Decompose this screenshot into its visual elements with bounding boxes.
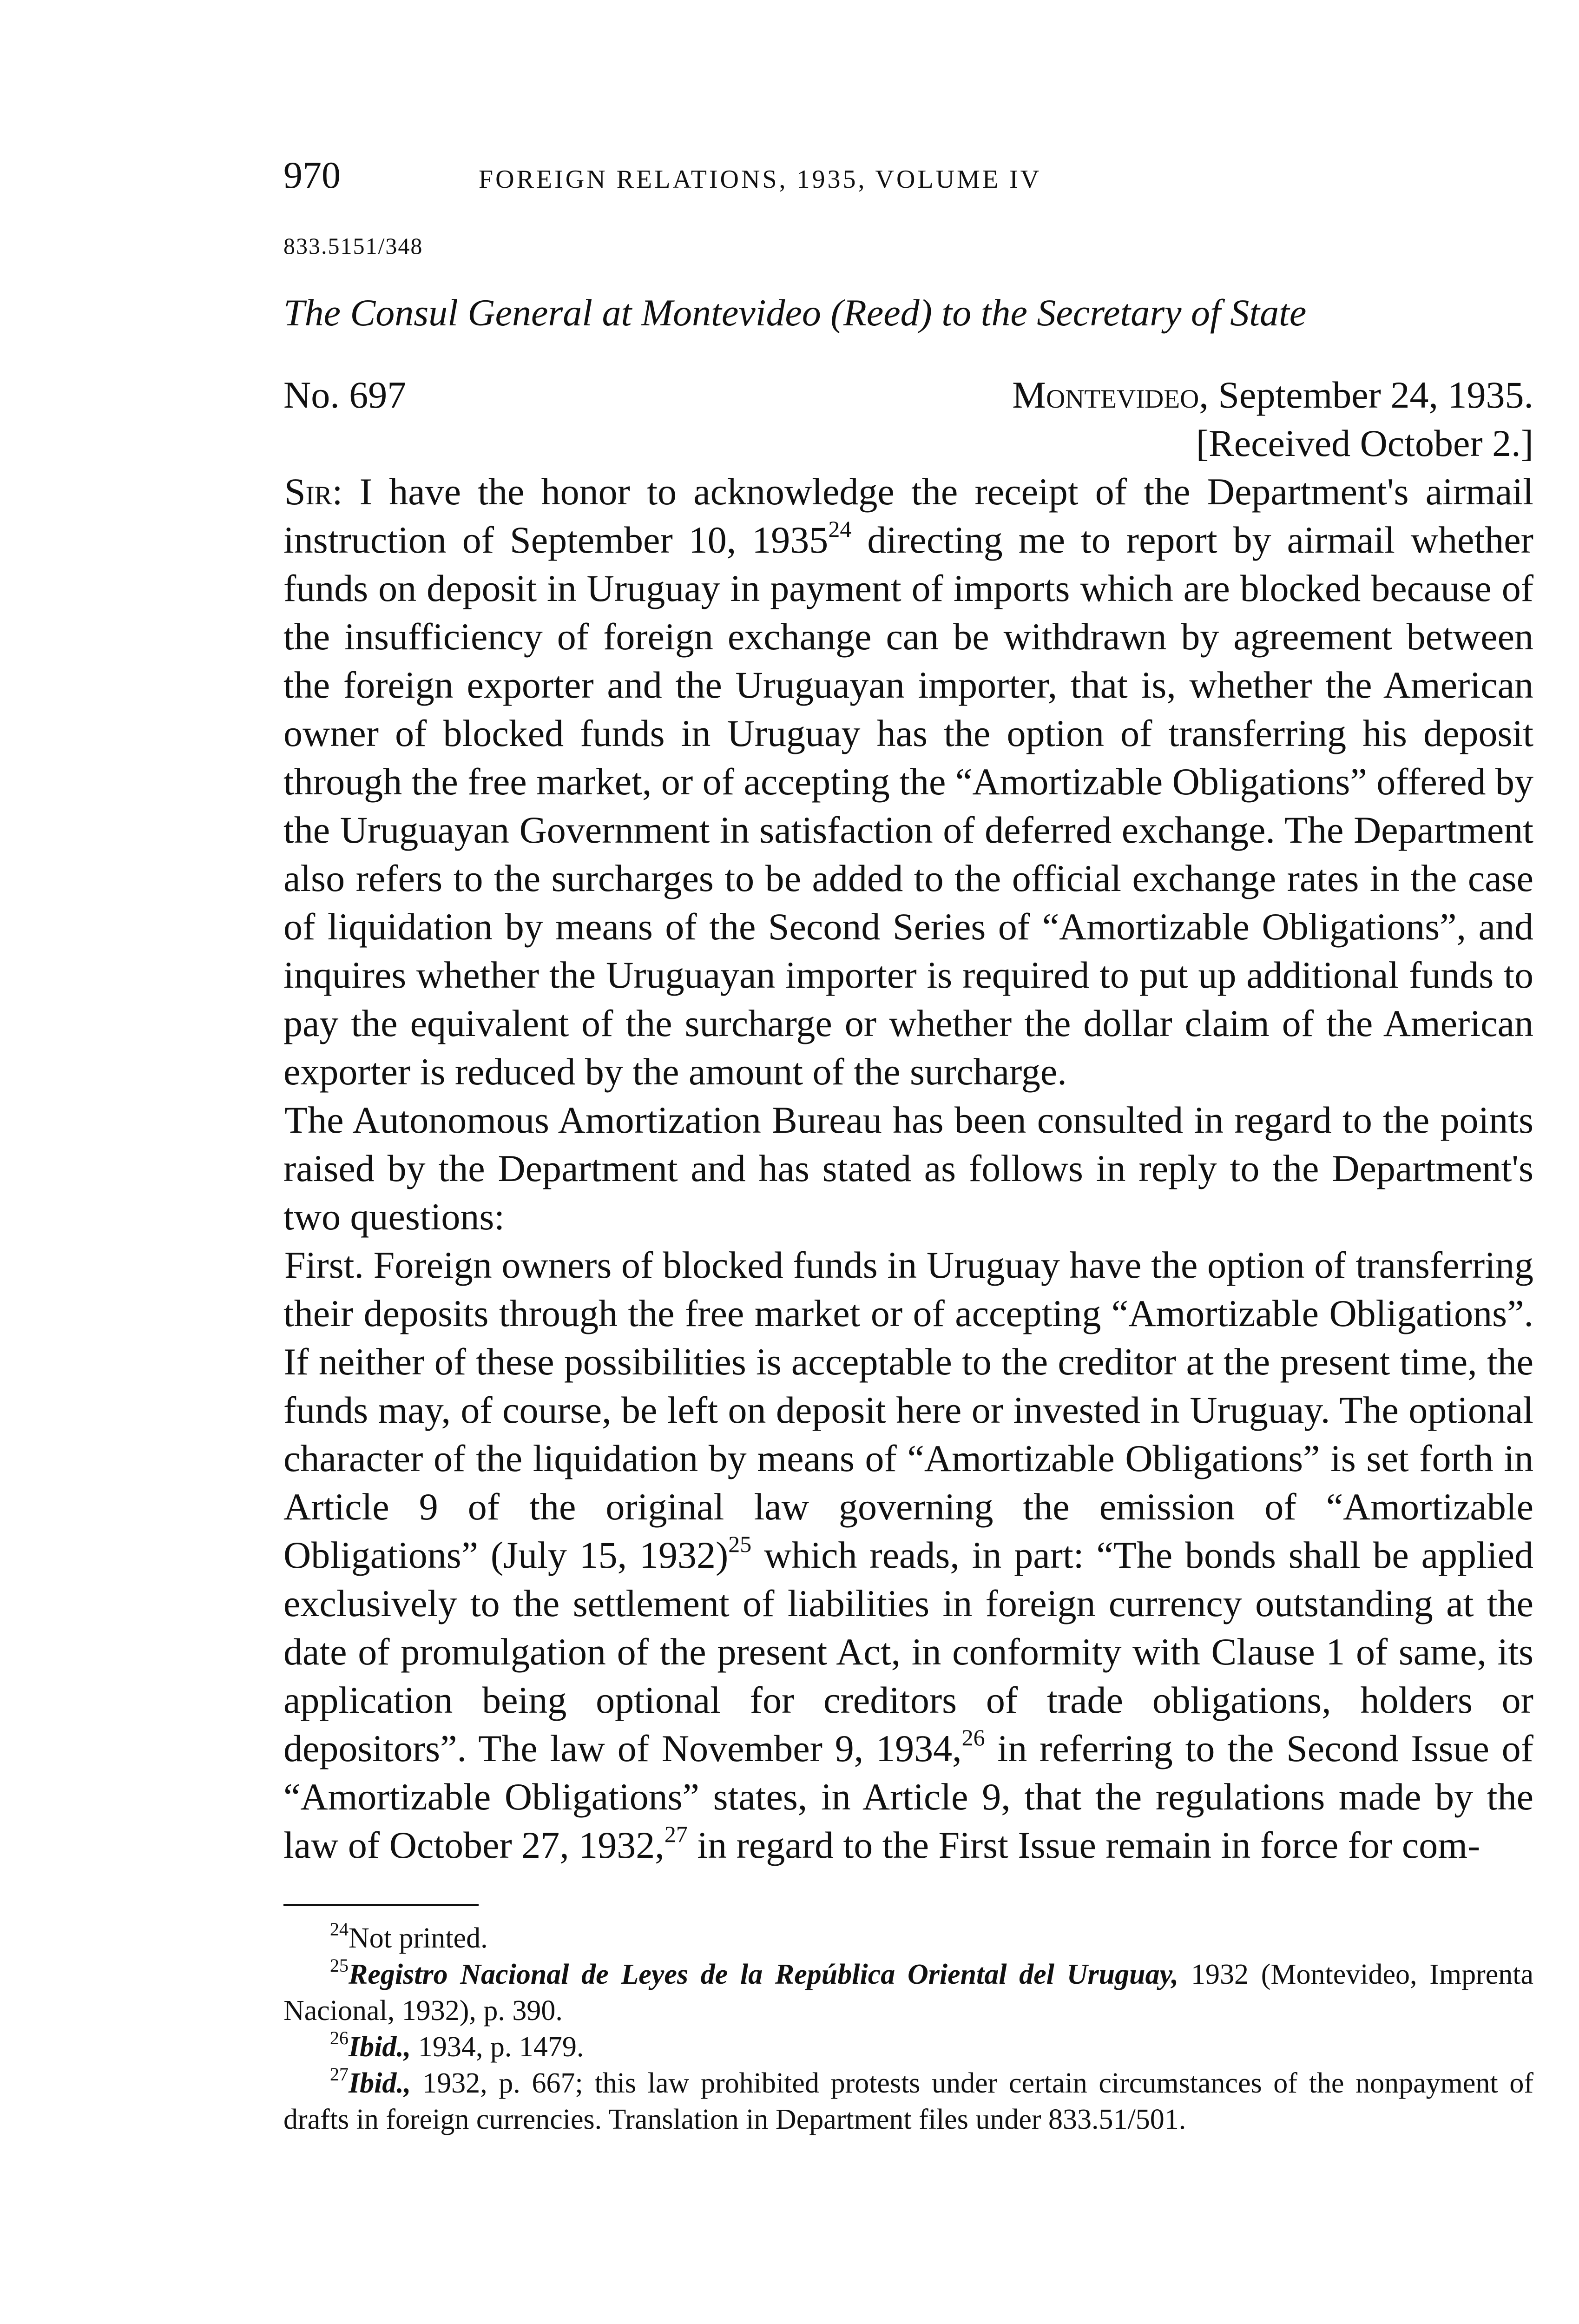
footnote-26-number: 26: [330, 2027, 349, 2049]
footnote-26: [283, 2029, 1533, 2065]
document-title: The Consul General at Montevideo (Reed) to the Secretary of State: [283, 291, 1307, 334]
paragraph-1: [283, 468, 1533, 1096]
footnote-25: [283, 1956, 1533, 2029]
dateline-row: [283, 371, 1533, 419]
footnote-27-text: 1932, p. 667; this law prohibited protests under certain circumstances of the nonpayment of drafts in foreign currencies. Translation in Department files under 833.51/501.: [283, 2067, 1533, 2135]
footnotes: [283, 1920, 1533, 2138]
paragraph-3-part-c: in referring to the Second Issue of “Amortizable Obligations” states, in Article 9, that the regulations made by the law of October 27, 1932,: [283, 1727, 1533, 1866]
salutation: Sir: [284, 470, 332, 513]
paragraph-1-part-a: : I have the honor to acknowledge the receipt of the Department's airmail instruction of September 10, 1935: [283, 470, 1533, 561]
running-head: [283, 153, 1533, 209]
footnote-25-text: 1932 (Montevideo, Imprenta Nacional, 1932), p. 390.: [283, 1959, 1534, 2027]
footnote-ref-24[interactable]: 24: [828, 515, 852, 542]
footnote-25-title: Registro Nacional de Leyes de la República Oriental del Uruguay,: [349, 1959, 1179, 1990]
footnote-24: [283, 1920, 1533, 1956]
dispatch-number: No. 697: [283, 374, 407, 416]
footnote-27-ibid: Ibid.,: [349, 2067, 411, 2099]
footnote-ref-25[interactable]: 25: [728, 1531, 752, 1557]
footnote-27-number: 27: [330, 2064, 349, 2085]
received-date: [Received October 2.]: [1196, 422, 1533, 464]
footnote-27: [283, 2065, 1533, 2138]
footnote-26-text: 1934, p. 1479.: [411, 2031, 584, 2063]
page-number: 970: [283, 154, 341, 196]
paragraph-3-part-d: in regard to the First Issue remain in force for com-: [687, 1824, 1480, 1866]
footnote-24-number: 24: [330, 1919, 349, 1940]
footnote-divider: [283, 1904, 479, 1906]
dateline: [1012, 371, 1533, 419]
footnote-25-number: 25: [330, 1955, 349, 1976]
footnote-ref-26[interactable]: 26: [961, 1724, 985, 1750]
paragraph-3: [283, 1241, 1533, 1869]
paragraph-2: The Autonomous Amortization Bureau has been consulted in regard to the points raised by the Department and has stated as follows in reply to the Department's two questions:: [283, 1099, 1533, 1238]
document-page: [283, 153, 1533, 2138]
dateline-place: Montevideo,: [1012, 374, 1209, 416]
footnote-24-text: Not printed.: [349, 1922, 488, 1954]
file-number: 833.5151/348: [283, 233, 423, 259]
paragraph-3-part-b: which reads, in part: “The bonds shall be applied exclusively to the settlement of liabilities in foreign currency outstanding at the date of promulgation of the present Act, in conformity with Clause 1 of same, its application being optional for creditors of trade obligations, holders or depositors”. The law of November 9, 1934,: [283, 1534, 1533, 1769]
footnote-26-ibid: Ibid.,: [349, 2031, 411, 2063]
paragraph-3-part-a: First. Foreign owners of blocked funds in Uruguay have the option of transferring their deposits through the free market or of accepting “Amortizable Obligations”. If neither of these possibilities is acceptable to the creditor at the present time, the funds may, of course, be left on deposit here or invested in Uruguay. The optional character of the liquidation by means of “Amortizable Obligations” is set forth in Article 9 of the original law governing the emission of “Amortizable Obligations” (July 15, 1932): [283, 1244, 1533, 1576]
footnote-ref-27[interactable]: 27: [664, 1821, 688, 1847]
dateline-date: September 24, 1935.: [1208, 374, 1533, 416]
running-title: FOREIGN RELATIONS, 1935, VOLUME IV: [479, 165, 1042, 194]
letter-body: [283, 468, 1533, 1869]
paragraph-1-part-b: directing me to report by airmail whether funds on deposit in Uruguay in payment of imports which are blocked because of the insufficiency of foreign exchange can be withdrawn by agreement between the foreign exporter and the Uruguayan importer, that is, whether the American owner of blocked funds in Uruguay has the option of transferring his deposit through the free market, or of accepting the “Amortizable Obligations” offered by the Uruguayan Government in satisfaction of deferred exchange. The Department also refers to the surcharges to be added to the official exchange rates in the case of liquidation by means of the Second Series of “Amortizable Obligations”, and inquires whether the Uruguayan importer is required to put up additional funds to pay the equivalent of the surcharge or whether the dollar claim of the American exporter is reduced by the amount of the surcharge.: [283, 519, 1533, 1093]
